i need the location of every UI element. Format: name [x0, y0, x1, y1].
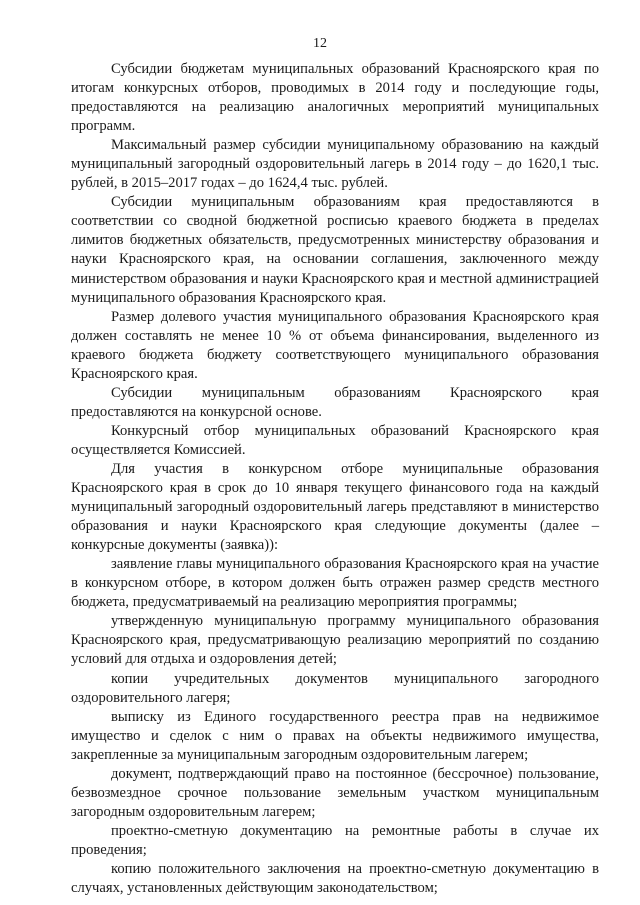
list-item-land-right-document: документ, подтверждающий право на постоянное (бессрочное) пользование, безвозмездное срочное пользование земельным участком муниципальным загородным оздоровительным лагерем;	[71, 765, 599, 820]
paragraph-commission: Конкурсный отбор муниципальных образований Красноярского края осуществляется Комиссией.	[71, 422, 599, 458]
list-item-founding-documents: копии учредительных документов муниципального загородного оздоровительного лагеря;	[71, 670, 599, 706]
paragraph-application-requirements: Для участия в конкурсном отборе муниципальные образования Красноярского края в срок до 10 января текущего финансового года на каждый муниципальный загородный оздоровительный лагерь представляют в министерство образования и науки Красноярского края следующие документы (далее – конкурсные документы (заявка)):	[71, 460, 599, 554]
list-item-municipal-program: утвержденную муниципальную программу муниципального образования Красноярского края, предусматривающую реализацию мероприятий по созданию условий для отдыха и оздоровления детей;	[71, 613, 599, 668]
paragraph-subsidy-purpose: Субсидии бюджетам муниципальных образований Красноярского края по итогам конкурсных отборов, проводимых в 2014 году и последующие годы, предоставляются на реализацию аналогичных мероприятий муниципальных программ.	[71, 61, 599, 135]
list-item-design-estimates: проектно-сметную документацию на ремонтные работы в случае их проведения;	[71, 822, 599, 858]
list-item-application-letter: заявление главы муниципального образования Красноярского края на участие в конкурсном отборе, в котором должен быть отражен размер средств местного бюджета, предусматриваемый на реализацию мероприятия программы;	[71, 556, 599, 611]
list-item-expert-conclusion: копию положительного заключения на проектно-сметную документацию в случаях, установленных действующим законодательством;	[71, 860, 599, 897]
paragraph-co-financing: Размер долевого участия муниципального образования Красноярского края должен составлять не менее 10 % от объема финансирования, выделенного из краевого бюджета бюджету соответствующего муниципального образования Красноярского края.	[71, 308, 599, 382]
paragraph-competitive-basis: Субсидии муниципальным образованиям Красноярского края предоставляются на конкурсной основе.	[71, 384, 599, 420]
page-number: 12	[313, 36, 327, 51]
list-item-registry-extract: выписку из Единого государственного реестра прав на недвижимое имущество и сделок с ним о правах на объекты недвижимого имущества, закрепленные за муниципальным загородным оздоровительным лагерем;	[71, 708, 599, 763]
paragraph-budget-allocation: Субсидии муниципальным образованиям края предоставляются в соответствии со сводной бюджетной росписью краевого бюджета в пределах лимитов бюджетных обязательств, предусмотренных министерству образования и науки Красноярского края, на основании соглашения, заключенного между министерством образования и науки Красноярского края и местной администрацией муниципального образования Красноярского края.	[71, 194, 599, 306]
body-text	[71, 60, 599, 898]
paragraph-max-subsidy: Максимальный размер субсидии муниципальному образованию на каждый муниципальный загородный оздоровительный лагерь в 2014 году – до 1620,1 тыс. рублей, в 2015–2017 годах – до 1624,4 тыс. рублей.	[71, 137, 599, 192]
